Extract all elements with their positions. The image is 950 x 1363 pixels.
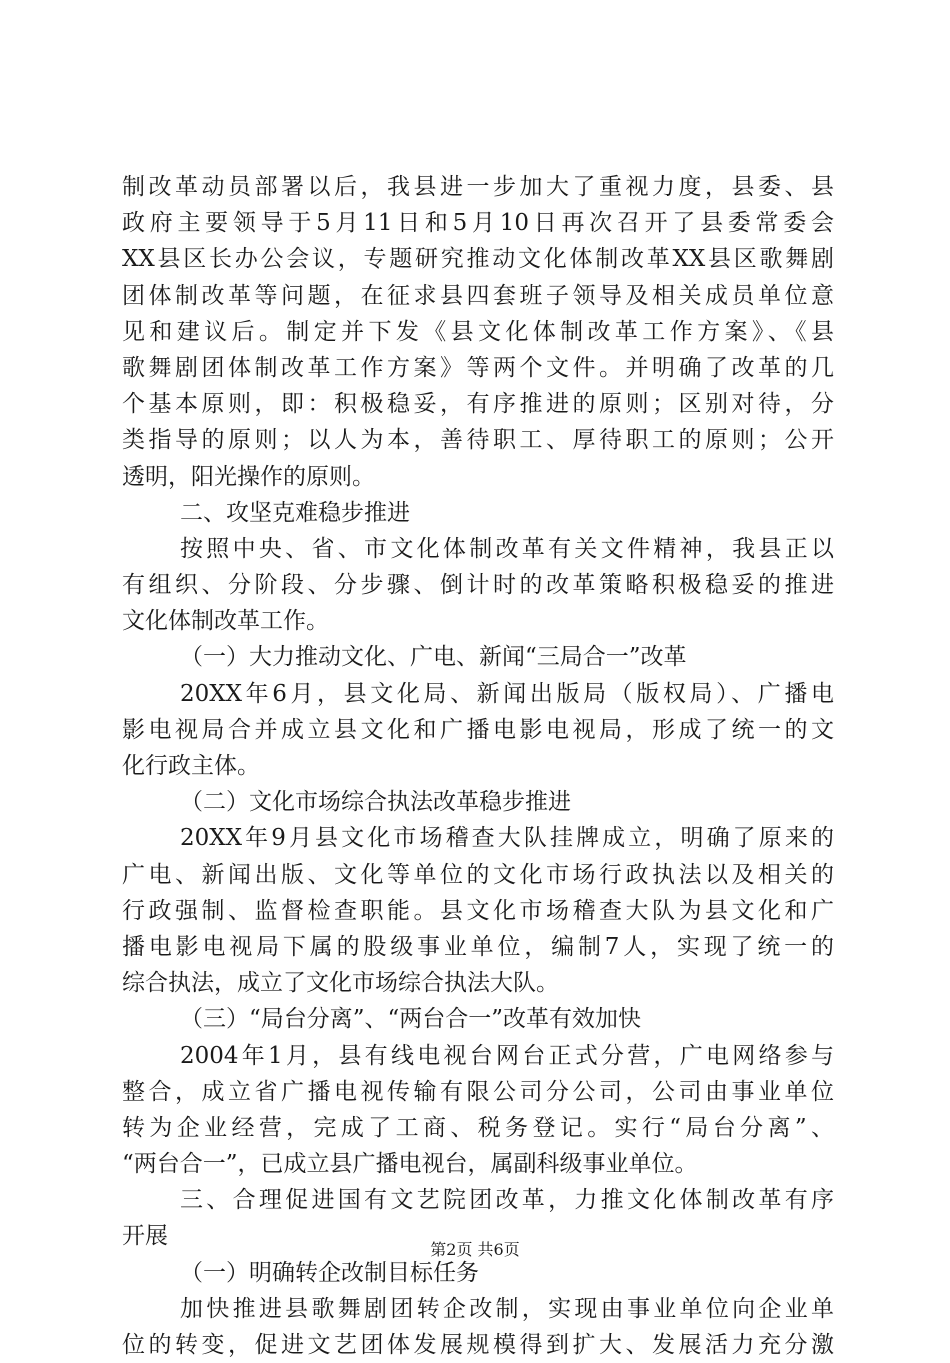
text-line: 加快推进县歌舞剧团转企改制，实现由事业单位向企业单 (180, 1295, 834, 1322)
text-line: 化行政主体。 (122, 753, 260, 779)
text-line: （二）文化市场综合执法改革稳步推进 (180, 789, 571, 816)
text-line: （一）明确转企改制目标任务 (180, 1259, 479, 1286)
text-line: 类指导的原则；以人为本，善待职工、厚待职工的原则；公开 (122, 427, 834, 454)
text-line: 歌舞剧团体制改革工作方案》等两个文件。并明确了改革的几 (122, 354, 834, 381)
text-line: 二、攻坚克难稳步推进 (180, 499, 410, 526)
text-line: 20XX年6月，县文化局、新闻出版局（版权局）、广播电 (180, 680, 834, 707)
text-line: 转为企业经营，完成了工商、税务登记。实行“局台分离”、 (122, 1114, 834, 1141)
document-body (122, 169, 834, 1363)
text-line: 政府主要领导于5月11日和5月10日再次召开了县委常委会 (122, 210, 834, 237)
text-line: 播电影电视局下属的股级事业单位，编制7人，实现了统一的 (122, 933, 834, 960)
text-line: 广电、新闻出版、文化等单位的文化市场行政执法以及相关的 (122, 861, 834, 888)
text-line: 按照中央、省、市文化体制改革有关文件精神，我县正以 (180, 535, 834, 562)
text-line: 综合执法，成立了文化市场综合执法大队。 (122, 970, 559, 997)
text-line: 文化体制改革工作。 (122, 608, 329, 635)
text-line: 位的转变，促进文艺团体发展规模得到扩大、发展活力充分激 (122, 1332, 834, 1358)
text-line: 三、合理促进国有文艺院团改革，力推文化体制改革有序 (180, 1187, 834, 1214)
text-line: 行政强制、监督检查职能。县文化市场稽查大队为县文化和广 (122, 897, 834, 924)
text-line: 个基本原则，即：积极稳妥，有序推进的原则；区别对待，分 (122, 391, 834, 418)
text-line: 2004年1月，县有线电视台网台正式分营，广电网络参与 (180, 1042, 834, 1069)
text-line: 20XX年9月县文化市场稽查大队挂牌成立，明确了原来的 (180, 825, 834, 852)
text-line: “两台合一”，已成立县广播电视台，属副科级事业单位。 (122, 1151, 698, 1178)
text-line: 团体制改革等问题，在征求县四套班子领导及相关成员单位意 (122, 282, 834, 309)
text-line: 有组织、分阶段、分步骤、倒计时的改革策略积极稳妥的推进 (122, 572, 834, 599)
text-line: 见和建议后。制定并下发《县文化体制改革工作方案》、《县 (122, 318, 834, 345)
text-line: XX县区长办公会议，专题研究推动文化体制改革XX县区歌舞剧 (122, 246, 834, 273)
text-line: 透明，阳光操作的原则。 (122, 463, 375, 490)
text-line: 开展 (122, 1223, 168, 1250)
text-line: （三）“局台分离”、“两台合一”改革有效加快 (180, 1006, 642, 1033)
text-line: 影电视局合并成立县文化和广播电影电视局，形成了统一的文 (122, 716, 834, 743)
text-line: 整合，成立省广播电视传输有限公司分公司，公司由事业单位 (122, 1078, 834, 1105)
text-line: 制改革动员部署以后，我县进一步加大了重视力度，县委、县 (122, 174, 834, 200)
text-line: （一）大力推动文化、广电、新闻“三局合一”改革 (180, 644, 687, 671)
page-footer: 第2页 共6页 (430, 1240, 520, 1259)
